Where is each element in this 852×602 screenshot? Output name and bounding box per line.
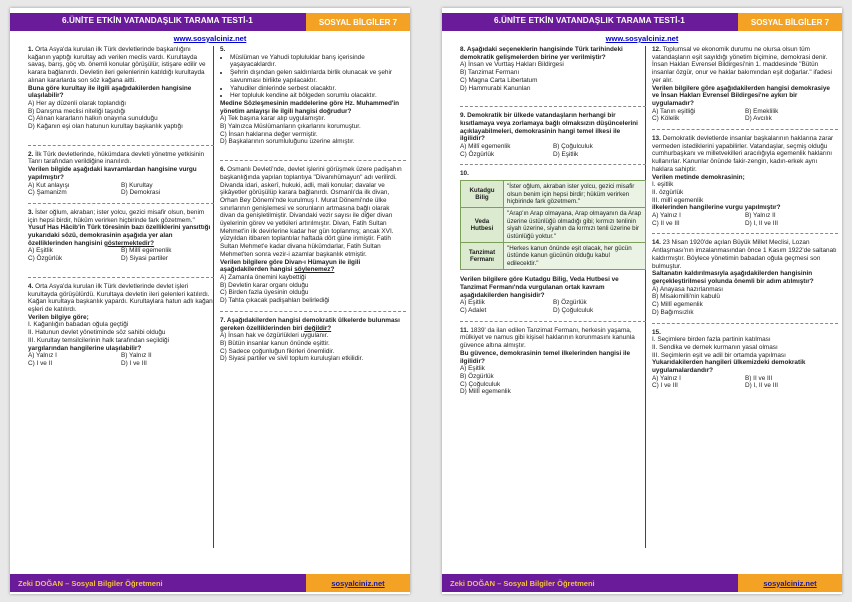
subject-label: SOSYAL BİLGİLER 7 [738,13,842,31]
bullet-item: • Müslüman ve Yahudi topluluklar barış içerisinde yaşayacaklardır. [230,54,406,69]
question-stem: Buna göre kurultay ile ilgili aşağıdakilerden hangisine ulaşılabilir? [28,84,192,100]
statement-ii: II. özgürlük [652,188,684,196]
option-b[interactable]: B) Bütün insanlar kanun önünde eşittir. [220,339,330,347]
question-number: 2. [28,150,34,158]
table-row [461,208,646,243]
question-stem: Verilen metinde demokrasinin; [652,173,745,181]
question-number: 15. [652,328,661,336]
option-d[interactable]: D) Siyasi partiler [121,255,168,263]
page-right [442,8,842,594]
question-number: 9. [460,112,466,120]
statement-iii: III. Kurultay temsilcilerinin halk tarafından seçildiği [28,336,170,344]
question-stem: Bu güvence, demokrasinin temel ilkelerinden hangisi ile ilgilidir? [460,349,631,365]
option-b[interactable]: B) Özgürlük [460,372,494,380]
question-text: 23 Nisan 1920'de açılan Büyük Millet Meclisi, Lozan Antlaşması'nın imzalanmasından önce 1 Kasım 1922'de saltanatı kaldırmıştır. Böylece yönetimin babadan oğula geçmesi son bulmuştur. [652,239,837,270]
option-a[interactable]: A) Anayasa hazırlanması [652,285,724,293]
footer-bar [10,574,410,592]
separator [460,164,646,165]
test-title: 6.ÜNİTE ETKİN VATANDAŞLIK TARAMA TESTİ-1 [494,16,685,25]
question-number: 10. [460,170,469,178]
page-left [10,8,410,594]
column-1 [28,46,214,546]
option-a[interactable]: A) Tanın eşitliği [652,107,696,115]
question-text: Toplumsal ve ekonomik durumu ne olursa olsun tüm vatandaşların eşit sayıldığı yönetim biçimine, demokrasi denir. İnsan Hakları Evrensel Bildirgesi'nin 1. maddesinde "Bütün insanlar özgür, onur ve haklar bakımından eşit doğarlar." ifadesi yer alır. [652,46,832,84]
option-a[interactable]: A) Millî egemenlik [460,143,511,151]
option-d[interactable]: D) I, II ve III [745,219,779,227]
option-b[interactable]: B) Yalnız II [121,352,152,360]
question-number: 11. [460,326,469,334]
option-a[interactable]: A) Tek başına karar alıp uygulamıştır. [220,115,326,123]
question-stem: Yusuf Has Hâcib'in Türk töresinin bazı özelliklerini yansıttığı yukarıdaki sözü, demokrasinin aşağıda yer alan özelliklerinden hangisini [28,224,211,247]
option-b[interactable]: B) Millî egemenlik [121,247,172,255]
option-b[interactable]: B) Danışma meclisi niteliği taşıdığı [28,107,126,115]
option-c[interactable]: C) Özgürlük [460,150,495,158]
test-title: 6.ÜNİTE ETKİN VATANDAŞLIK TARAMA TESTİ-1 [62,16,253,25]
bullet-item: • Yahudiler dinlerinde serbest olacaktır. [230,85,406,93]
bullet-item: • Şehrin dışından gelen saldırılarda birlik olunacak ve şehir savunması birlikte yapılacaktır. [230,69,406,84]
separator [28,145,214,146]
option-c[interactable]: C) Adalet [460,307,487,315]
author-credit: Zeki DOĞAN – Sosyal Bilgiler Öğretmeni [442,574,738,592]
question-stem: Yukarıdakilerden hangileri ülkemizdeki demokratik uygulamalardandır? [652,359,806,375]
separator [220,311,406,312]
option-b[interactable]: B) Misakımilli'nin kabulü [652,293,720,301]
question-stem: Verilen bilgide aşağıdaki kavramlardan hangisine vurgu yapılmıştır? [28,166,197,181]
source-name: Veda Hutbesi [461,208,504,243]
statement-i: I. Kağanlığın babadan oğula geçtiği [28,321,129,329]
option-a[interactable]: A) Her ay düzenli olarak toplandığı [28,99,127,107]
option-b[interactable]: B) Yalnızca Müslümanların çıkarlarını korumuştur. [220,123,361,131]
question-number: 14. [652,239,661,247]
question-13 [652,135,838,227]
option-c[interactable]: C) Millî egemenlik [652,301,703,309]
separator [28,203,214,204]
statement-ii: II. Sendika ve dernek kurmanın yasal olması [652,343,778,351]
question-stem: Demokratik bir ülkede vatandaşların herhangi bir kısıtlamaya veya zorlamaya bağlı olmaksızın düşüncelerini açıklayabilmeleri, demokrasinin hangi temel ilkesi ile ilgilidir? [460,112,638,143]
option-c[interactable]: C) Çoğulculuk [460,380,501,388]
site-url[interactable]: www.sosyalciniz.net [173,34,247,43]
source-quote: "Herkes kanun önünde eşit olacak, her gücün üstünde kanun gücünün olduğu kabul edilecektir." [504,242,646,269]
separator [220,160,406,161]
question-stem: Verilen bilgilere göre Kutadgu Bilig, Veda Hutbesi ve Tanzimat Fermanı'nda vurgulanan ortak kavram aşağıdakilerden hangisidir? [460,276,619,299]
site-url[interactable]: www.sosyalciniz.net [605,34,679,43]
option-c[interactable]: C) II ve III [652,219,680,227]
source-quote: "İster oğlum, akraban ister yolcu, gezici misafir olsun benim için hepsi birdir; hüküm verirken hiçbirinde fark gözetmem." [504,181,646,208]
option-c[interactable]: C) Sadece çoğunluğun fikirleri önemlidir. [220,347,335,355]
option-d[interactable]: D) Kağanın eşi olan hatunun kurultay başkanlık yaptığı [28,123,183,131]
question-text: İlk Türk devletlerinde, hükümdara devleti yönetme yetkisinin Tanrı tarafından verildiğine inanılırdı. [28,150,205,166]
option-c[interactable]: C) Magna Carta Libertatum [460,76,538,84]
question-number: 8. [460,46,466,53]
statement-i: I. eşitlik [652,181,674,189]
option-b[interactable]: B) II ve III [745,374,773,382]
question-9 [460,112,646,158]
option-c[interactable]: C) Şamanizm [28,189,67,197]
question-stem: Verilen bilgilere göre Divan-ı Hümayun ile ilgili aşağıdakilerden hangisi [220,258,361,274]
question-number: 3. [28,208,34,216]
question-stem-emphasis: göstermektedir? [104,239,155,247]
option-d[interactable]: D) Tahta çıkacak padişahları belirlediği [220,297,330,305]
option-a[interactable]: A) Eşitlik [28,247,53,255]
question-text: Demokratik devletlerde insanlar başkalarının haklarına zarar vermeden istediklerini yapabilirler. Vatandaşlar, seçmiş olduğu cumhurbaşkanı ve milletvekilleri aracılığıyla egemenlik haklarını kullanırlar. Kanunlar önünde fakir-zengin, kadın-erkek aynı haklara sahiptir. [652,135,834,173]
question-11 [460,327,646,396]
question-number: 1. [28,46,34,53]
statement-iii: III. Seçimlerin eşit ve adil bir ortamda yapılması [652,351,786,359]
option-a[interactable]: A) Kut anlayışı [28,181,70,189]
option-d[interactable]: D) Başkalarının sorumluluğunu üzerine almıştır. [220,138,355,146]
separator [652,129,838,130]
option-d[interactable]: D) Çoğulculuk [553,307,594,315]
question-text: Osmanlı Devleti'nde, devlet işlerini görüşmek üzere padişahın başkanlığında yapılan toplantıya "Divanıhümayun" adı verilirdi. Divanda idari, askerî, hukuki, adli, mali konular; davalar ve şikâyetler görüşülüp karara bağlanırdı. Osmanlı'da ilk divan, Orhan Bey Dönemi'nde kurulmuş I. Murat Dönemi'nde ülke sınırlarının genişlemesi ve sorunların artmasına bağlı olarak divan da genişletilmiştir. Divandaki vezir sayısı ile diğer divan üyelerinin görev ve yetkileri artırılmıştır. Divan, Fatih Sultan Mehmet'in ilk devirlerine kadar her gün toplanmış; ancak XVI. yüzyıldan itibaren toplantılar haftada dört güne inmiştir. Fatih Sultan Mehmet'e kadar divana hükümdarlar, Fatih Sultan Mehmet'ten sonra vezir-i azamlar başkanlık etmiştir. [220,166,402,258]
option-d[interactable]: D) Millî egemenlik [460,388,511,396]
question-number: 7. [220,316,226,324]
header-title-box [442,13,738,31]
question-5 [220,46,406,146]
question-6 [220,166,406,305]
separator [460,106,646,107]
option-d[interactable]: D) I ve III [121,359,147,367]
source-quote: "Arap'ın Arap olmayana, Arap olmayanın da Arap üzerine üstünlüğü olmadığı gibi; kırmızı tenlinin siyah üzerine, siyahın da kırmızı tenli üzerine bir üstünlüğü yoktur." [504,208,646,243]
option-c[interactable]: C) İnsan haklarına değer vermiştir. [220,130,318,138]
question-8 [460,46,646,92]
column-2 [220,46,406,546]
question-stem: Verilen bilgilere göre aşağıdakilerden hangisi demokrasiye ve İnsan Hakları Evrensel Bildirgesi'ne aykırı bir uygulamadır? [652,84,830,107]
option-a[interactable]: A) Yalnız I [652,212,681,220]
question-number: 4. [28,282,34,290]
option-c[interactable]: C) I ve II [28,359,53,367]
author-credit: Zeki DOĞAN – Sosyal Bilgiler Öğretmeni [10,574,306,592]
column-4 [652,46,838,546]
table-row [461,242,646,269]
option-a[interactable]: A) Zamanla önemini kaybettiği [220,273,306,281]
column-3 [460,46,646,546]
medine-bullets [220,54,406,100]
question-number: 12. [652,46,661,53]
option-b[interactable]: B) Kurultay [121,181,153,189]
question-stem: Aşağıdakilerden hangisi demokratik ülkelerde bulunması gereken özelliklerinden biri [220,316,400,332]
option-a[interactable]: A) İnsan ve Vurttaş Hakları Bildirgesi [460,61,564,69]
option-b[interactable]: B) Özgürlük [553,299,587,307]
question-stem: Aşağıdaki seçeneklerin hangisinde Türk tarihindeki demokratik gelişmelerden birine yer verilmiştir? [460,46,623,61]
option-c[interactable]: C) Birden fazla üyesinin olduğu [220,289,309,297]
question-10 [460,170,646,314]
option-d[interactable]: D) Demokrasi [121,189,161,197]
question-text: Orta Asya'da kurulan ilk Türk devletlerinde devlet işleri kurultayda görüşülürdü. Kurultaya devletin ileri gelenleri katılırdı. Kağan kurultaya başkanlık yapardı. Kurultaylara hatun adlı kağan eşleri de katılırdı. [28,282,213,313]
question-number: 5. [220,46,226,53]
option-a[interactable]: A) Yalnız I [652,374,681,382]
source-name: Kutadgu Bilig [461,181,504,208]
question-stem: Medine Sözleşmesinin maddelerine göre Hz. Muhammed'in yönetim anlayışı ile ilgili hangisi doğrudur? [220,99,400,115]
question-3 [28,209,214,263]
bullet-item: • Her topluluk kendine ait bölgeden sorumlu olacaktır. [230,92,406,100]
question-4 [28,283,214,368]
statement-iii: III. millî egemenlik [652,196,704,204]
footer-bar [442,574,842,592]
question-stem: ilkelerinden hangilerine vurgu yapılmıştır? [652,204,781,212]
source-name: Tanzimat Fermanı [461,242,504,269]
question-stem: Verilen bilgiye göre; [28,313,89,321]
statement-i: I. Seçimlere birden fazla partinin katılması [652,336,771,344]
question-stem: Saltanatın kaldırılmasıyla aşağıdakilerden hangisinin gerçekleştirilmesi yolunda önemli bir adım atılmıştır? [652,270,814,285]
question-2 [28,151,214,197]
question-number: 6. [220,166,226,174]
option-c[interactable]: C) Alınan kararların halkın onayına sunulduğu [28,115,158,123]
option-b[interactable]: B) Devletin karar organı olduğu [220,281,309,289]
option-d[interactable]: D) Eşitlik [553,150,579,158]
separator [460,321,646,322]
separator [652,323,838,324]
option-c[interactable]: C) Özgürlük [28,255,63,263]
question-text: İster oğlum, akraban; ister yolcu, gezici misafir olsun, benim için hepsi birdir, hüküm verirken hiçbirinde fark gözetmem." [28,208,205,224]
question-7 [220,317,406,363]
option-b[interactable]: B) Çoğulculuk [553,143,593,151]
question-14 [652,239,838,316]
option-d[interactable]: D) Hammurabi Kanunları [460,84,531,92]
question-1 [28,46,214,131]
option-b[interactable]: B) Emeklilik [745,107,779,115]
separator [28,277,214,278]
option-d[interactable]: D) Avcılık [745,115,772,123]
header-title-box [10,13,306,31]
question-number: 13. [652,135,661,143]
option-d[interactable]: D) Bağımsızlık [652,308,694,316]
sources-table [460,180,646,270]
footer-site-link[interactable]: sosyalciniz.net [738,574,842,592]
option-d[interactable]: D) Siyasi partiler ve sivil toplum kuruluşları etkilidir. [220,355,364,363]
option-c[interactable]: C) I ve III [652,382,678,390]
header-bar [442,13,842,31]
option-b[interactable]: B) Yalnız II [745,212,776,220]
question-12 [652,46,838,123]
option-a[interactable]: A) Eşitlik [460,299,485,307]
question-stem: yargılarından hangilerine ulaşılabilir? [28,344,142,352]
table-row [461,181,646,208]
subject-label: SOSYAL BİLGİLER 7 [306,13,410,31]
option-a[interactable]: A) Eşitlik [460,365,485,373]
option-d[interactable]: D) I, II ve III [745,382,779,390]
separator [652,233,838,234]
footer-site-link[interactable]: sosyalciniz.net [306,574,410,592]
question-stem-emphasis: değildir? [304,324,332,332]
option-b[interactable]: B) Tanzimat Fermanı [460,69,520,77]
question-stem-emphasis: söylenemez? [294,266,335,274]
option-a[interactable]: A) Yalnız I [28,352,57,360]
header-bar [10,13,410,31]
option-a[interactable]: A) İnsan hak ve özgürlükleri uygulanır. [220,332,329,340]
question-15 [652,329,838,391]
statement-ii: II. Hatunun devlet yönetiminde söz sahibi olduğu [28,329,166,337]
option-c[interactable]: C) Kölelik [652,115,680,123]
question-text: Orta Asya'da kurulan ilk Türk devletlerinde başkanlığını kağanın yaptığı kurultay adı verilen meclis vardı. Kurultayda savaş, barış, göç vb. önemli konular görüşülür, istişare edilir ve karara bağlanırdı. Devletin ileri gelenlerinin katıldığı kurultayda alınan kararlarda son söz kağana aitti. [28,46,206,84]
question-text: 1839' da ilan edilen Tanzimat Fermanı, herkesin yaşama, mülkiyet ve namus gibi kişisel haklarının korunmasını kanunla güvence altına almıştır. [460,326,635,350]
